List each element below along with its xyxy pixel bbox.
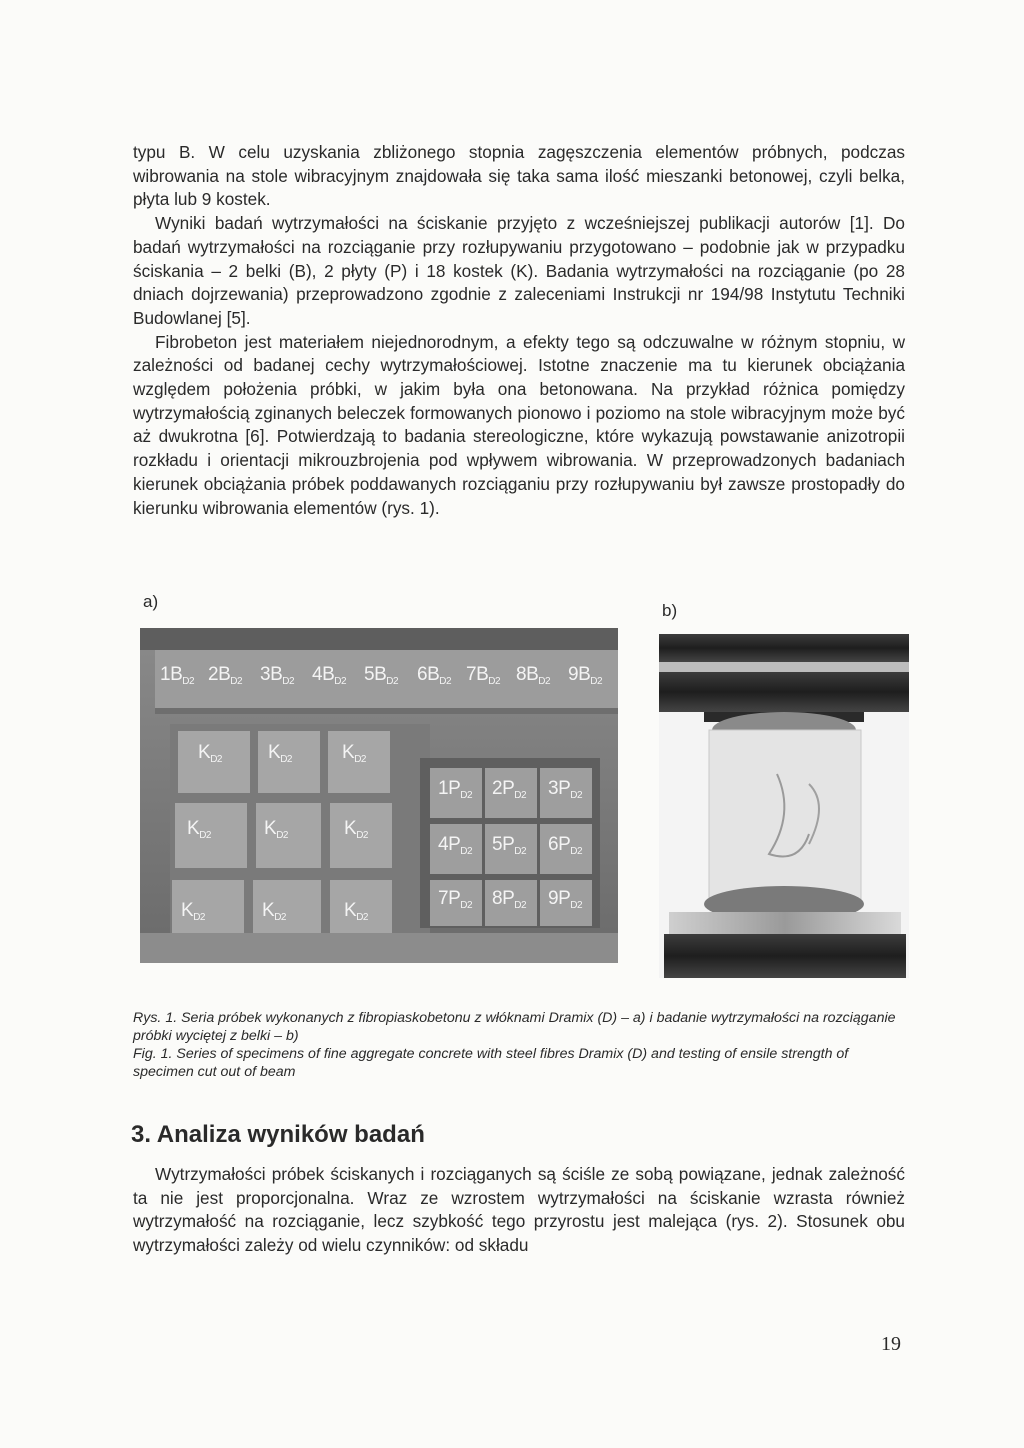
caption-text: Rys. 1. Seria próbek wykonanych z fibropiaskobetonu z włóknami Dramix (D) – a) i badanie wytrzymałości na rozciąganie próbki wyciętej z belki – b) <box>133 1010 896 1044</box>
cube-label: $K_{D2}$ <box>342 742 366 765</box>
splitting-test-graphic <box>659 634 909 978</box>
paragraph: Wytrzymałości próbek ściskanych i rozciąganych są ściśle ze sobą powiązane, jednak zależność ta nie jest proporcjonalna. Wraz ze wzrostem wytrzymałości na ściskanie wzrasta również wytrzymałość na rozciąganie, lecz szybkość tego przyrostu jest malejąca (rys. 2). Stosunek obu wytrzymałości zależy od wielu czynników: od składu <box>133 1164 905 1256</box>
figure-caption-pl <box>133 1010 903 1045</box>
plate-label: $6P_{D2}$ <box>548 834 583 857</box>
plate-label: $5P_{D2}$ <box>492 834 527 857</box>
figure-caption-en <box>133 1046 903 1081</box>
beam-label: $2B_{D2}$ <box>208 664 243 687</box>
cube-label: $K_{D2}$ <box>268 742 292 765</box>
specimens-photo <box>140 628 618 963</box>
splitting-test-photo <box>659 634 909 978</box>
beam-label: $1B_{D2}$ <box>160 664 195 687</box>
beam-label: $5B_{D2}$ <box>364 664 399 687</box>
beam-label: $6B_{D2}$ <box>417 664 452 687</box>
plate-label: $9P_{D2}$ <box>548 888 583 911</box>
body-text-top <box>133 141 905 520</box>
plate-label: $7P_{D2}$ <box>438 888 473 911</box>
plate-label: $3P_{D2}$ <box>548 778 583 801</box>
figure-label-a: a) <box>143 592 159 611</box>
beam-label: $7B_{D2}$ <box>466 664 501 687</box>
page-number: 19 <box>881 1333 901 1355</box>
plate-label: $1P_{D2}$ <box>438 778 473 801</box>
beam-label: $4B_{D2}$ <box>312 664 347 687</box>
cube-label: $K_{D2}$ <box>187 818 211 841</box>
caption-text: Fig. 1. Series of specimens of fine aggregate concrete with steel fibres Dramix (D) and testing of ensile strength of specimen cut out of beam <box>133 1046 849 1080</box>
paragraph: Fibrobeton jest materiałem niejednorodnym, a efekty tego są odczuwalne w różnym stopniu, w zależności od badanej cechy wytrzymałościowej. Istotne znaczenie ma tu kierunek obciążania względem położenia próbki, w jakim była ona betonowana. Na przykład różnica pomiędzy wytrzymałością zginanych beleczek formowanych pionowo i poziomo na stole wibracyjnym może być aż dwukrotna [6]. Potwierdzają to badania stereologiczne, które wykazują powstawanie anizotropii rozkładu i orientacji mikrouzbrojenia pod wpływem wibrowania. W przeprowadzonych badaniach kierunek obciążania próbek poddawanych rozciąganiu przy rozłupywaniu był zawsze prostopadły do kierunku wibrowania elementów (rys. 1). <box>133 331 905 518</box>
cube-label: $K_{D2}$ <box>344 900 368 923</box>
cube-label: $K_{D2}$ <box>262 900 286 923</box>
section-heading: 3. Analiza wyników badań <box>131 1121 425 1148</box>
cube-label: $K_{D2}$ <box>264 818 288 841</box>
beam-label: $3B_{D2}$ <box>260 664 295 687</box>
body-text-bottom <box>133 1163 905 1258</box>
plate-label: $8P_{D2}$ <box>492 888 527 911</box>
plate-label: $2P_{D2}$ <box>492 778 527 801</box>
beam-label: $8B_{D2}$ <box>516 664 551 687</box>
cube-label: $K_{D2}$ <box>181 900 205 923</box>
paragraph: Wyniki badań wytrzymałości na ściskanie przyjęto z wcześniejszej publikacji autorów [1]. Do badań wytrzymałości na rozciąganie przy rozłupywaniu przygotowano – podobnie jak w przypadku ściskania – 2 belki (B), 2 płyty (P) i 18 kostek (K). Badania wytrzymałości na rozciąganie (po 28 dniach dojrzewania) przeprowadzono zgodnie z zaleceniami Instrukcji nr 194/98 Instytutu Techniki Budowlanej [5]. <box>133 213 905 328</box>
beam-label: $9B_{D2}$ <box>568 664 603 687</box>
cube-label: $K_{D2}$ <box>198 742 222 765</box>
cube-label: $K_{D2}$ <box>344 818 368 841</box>
figure-label-b: b) <box>662 601 678 620</box>
plate-label: $4P_{D2}$ <box>438 834 473 857</box>
paragraph: typu B. W celu uzyskania zbliżonego stopnia zagęszczenia elementów próbnych, podczas wibrowania na stole wibracyjnym znajdowała się taka sama ilość mieszanki betonowej, czyli belka, płyta lub 9 kostek. <box>133 142 905 210</box>
